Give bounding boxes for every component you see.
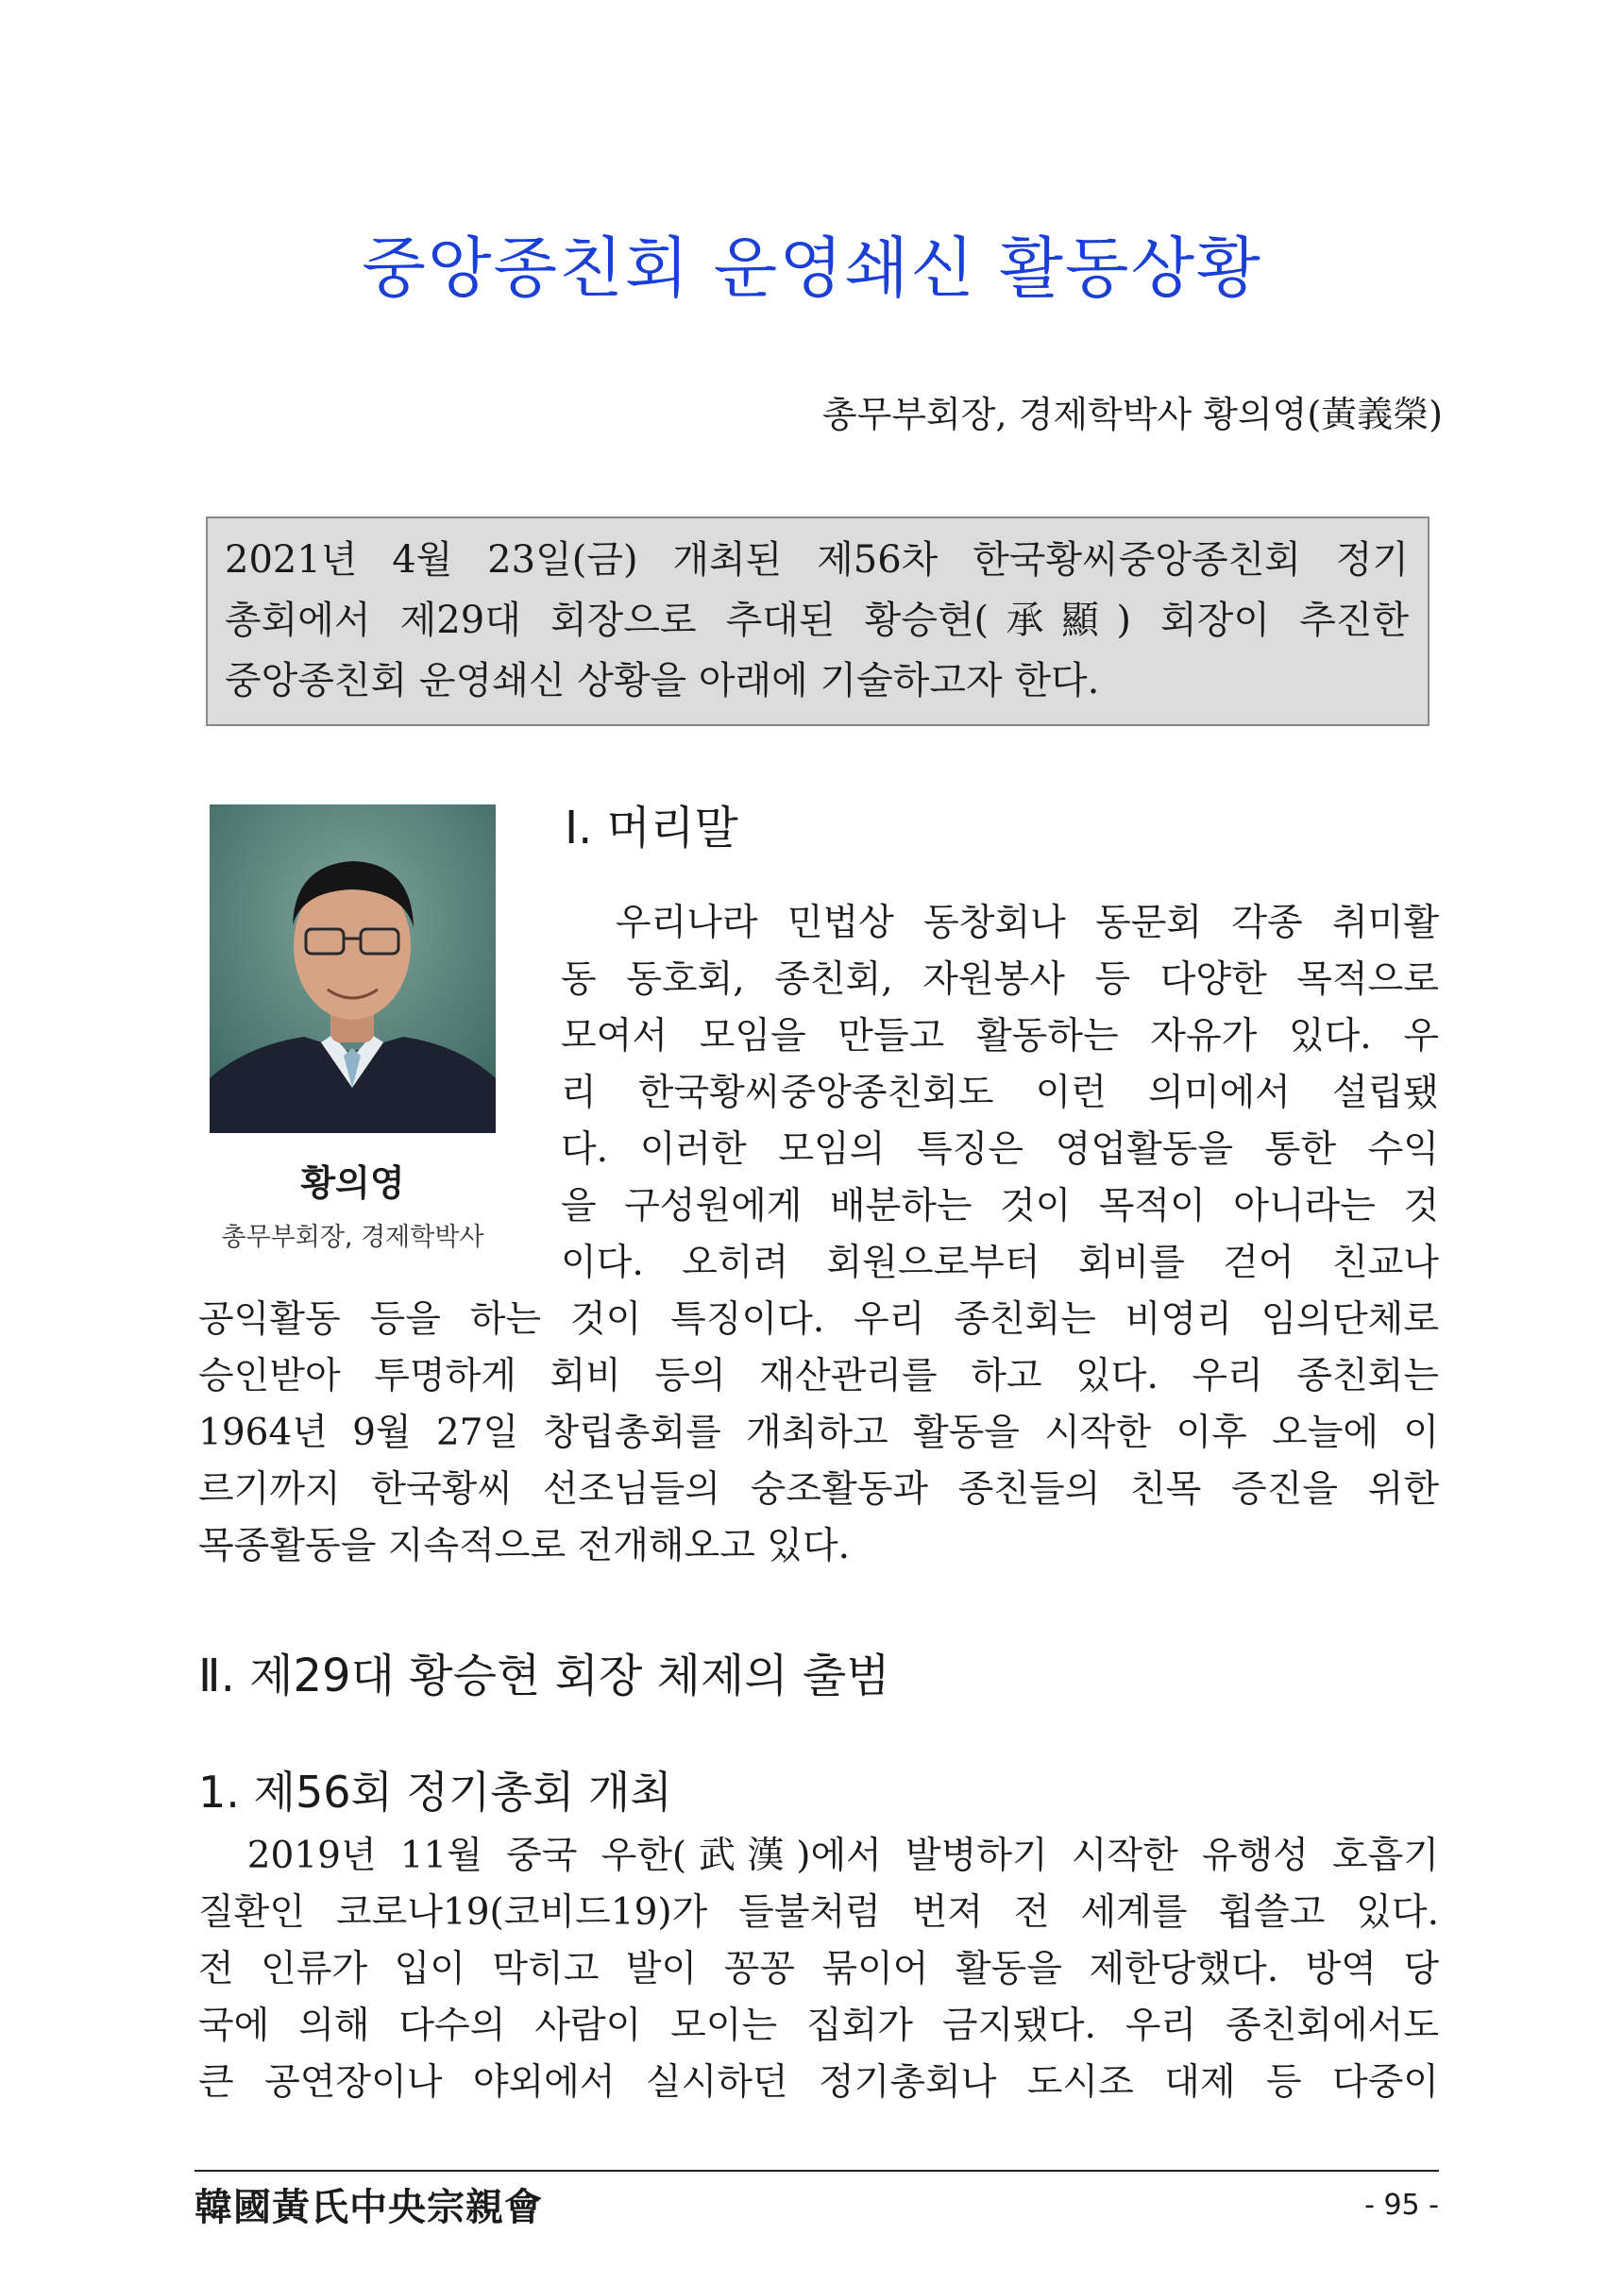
intro-paragraph-wrapped [561, 895, 1439, 1292]
text-line: 목종활동을 지속적으로 전개해오고 있다. [198, 1525, 851, 1567]
text-line: 이다. 오히려 회원으로부터 회비를 걷어 친교나 [561, 1242, 1439, 1284]
intro-paragraph-full [198, 1292, 1439, 1575]
page-number: - 95 - [1364, 2189, 1439, 2222]
summary-box [206, 516, 1429, 726]
subsection-heading-general-meeting: 1. 제56회 정기총회 개최 [198, 1767, 672, 1818]
general-meeting-paragraph [198, 1828, 1439, 2111]
summary-line: 총회에서 제29대 회장으로 추대된 황승현(承顯) 회장이 추진한 [225, 599, 1409, 642]
footer-organization: 韓國黃氏中央宗親會 [195, 2185, 543, 2229]
summary-line: 2021년 4월 23일(금) 개최된 제56차 한국황씨중앙종친회 정기 [225, 538, 1409, 582]
text-line: 우리나라 민법상 동창회나 동문회 각종 취미활 [561, 902, 1439, 944]
portrait-caption: 총무부회장, 경제학박사 [221, 1223, 484, 1252]
text-line: 리 한국황씨중앙종친회도 이런 의미에서 설립됐 [561, 1072, 1439, 1114]
section-heading-launch: Ⅱ. 제29대 황승현 회장 체제의 출범 [198, 1650, 890, 1702]
text-line: 르기까지 한국황씨 선조님들의 숭조활동과 종친들의 친목 증진을 위한 [198, 1468, 1439, 1511]
text-line: 2019년 11월 중국 우한(武漢)에서 발병하기 시작한 유행성 호흡기 [198, 1835, 1439, 1877]
footer-divider [195, 2170, 1439, 2172]
text-line: 다. 이러한 모임의 특징은 영업활동을 통한 수익 [561, 1128, 1439, 1171]
summary-line: 중앙종친회 운영쇄신 상황을 아래에 기술하고자 한다. [225, 659, 1100, 702]
text-line: 큰 공연장이나 야외에서 실시하던 정기총회나 도시조 대제 등 다중이 [198, 2061, 1439, 2104]
portrait-name: 황의영 [300, 1162, 405, 1204]
text-line: 전 인류가 입이 막히고 발이 꽁꽁 묶이어 활동을 제한당했다. 방역 당 [198, 1948, 1439, 1990]
section-heading-introduction: Ⅰ. 머리말 [565, 802, 738, 855]
text-line: 동 동호회, 종친회, 자원봉사 등 다양한 목적으로 [561, 958, 1439, 1001]
text-line: 승인받아 투명하게 회비 등의 재산관리를 하고 있다. 우리 종친회는 [198, 1355, 1439, 1397]
text-line: 을 구성원에게 배분하는 것이 목적이 아니라는 것 [561, 1185, 1439, 1227]
text-line: 1964년 9월 27일 창립총회를 개최하고 활동을 시작한 이후 오늘에 이 [198, 1412, 1439, 1454]
text-line: 모여서 모임을 만들고 활동하는 자유가 있다. 우 [561, 1015, 1439, 1058]
page-title: 중앙종친회 운영쇄신 활동상황 [362, 229, 1262, 307]
text-line: 질환인 코로나19(코비드19)가 들불처럼 번져 전 세계를 휩쓸고 있다. [198, 1891, 1439, 1934]
text-line: 국에 의해 다수의 사람이 모이는 집회가 금지됐다. 우리 종친회에서도 [198, 2005, 1439, 2047]
author-byline: 총무부회장, 경제학박사 황의영(黃義榮) [821, 394, 1443, 435]
author-portrait [210, 804, 496, 1133]
text-line: 공익활동 등을 하는 것이 특징이다. 우리 종친회는 비영리 임의단체로 [198, 1298, 1439, 1341]
